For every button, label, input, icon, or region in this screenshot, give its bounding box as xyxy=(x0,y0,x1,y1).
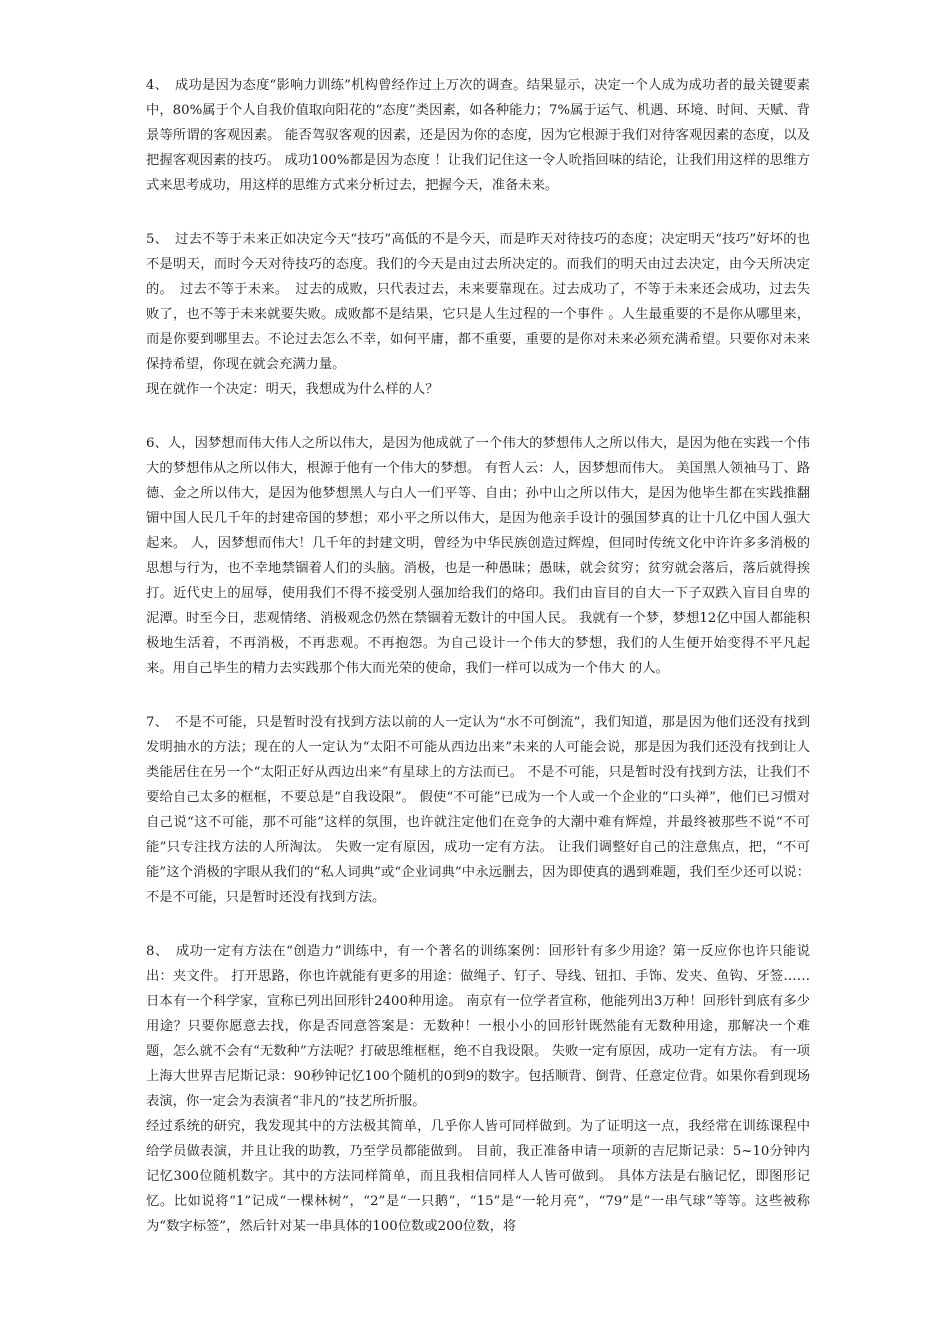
paragraph-text: 6、人，因梦想而伟大伟人之所以伟大，是因为他成就了一个伟大的梦想伟人之所以伟大，是因为他在实践一个伟大的梦想伟从之所以伟大，根源于他有一个伟大的梦想。 有哲人云：人，因梦想而伟大。 美国黑人领袖马丁、路德、金之所以伟大，是因为他梦想黑人与白人一们平等、自由；孙中山之所以伟大，是因为他毕生都在实践推翻镅中国人民几千年的封建帝国的梦想；邓小平之所以伟大，是因为他亲手设计的强国梦真的让十几亿中国人强大起来。 人，因梦想而伟大！几千年的封建文明，曾经为中华民族创造过辉煌，但同时传统文化中许许多多消极的思想与行为，也不幸地禁锢着人们的头脑。消极，也是一种愚昧；愚昧，就会贫穷；贫穷就会落后，落后就得挨打。近代史上的屈辱，使用我们不得不接受别人强加给我们的烙印。我们由盲目的自大一下子双跌入盲目自卑的泥潭。时至今日，悲观情绪、消极观念仍然在禁锢着无数计的中国人民。 我就有一个梦，梦想12亿中国人都能积极地生活着，不再消极，不再悲观。不再抱怨。为自己设计一个伟大的梦想，我们的人生便开始变得不平凡起来。用自己毕生的精力去实践那个伟大而光荣的使命，我们一样可以成为一个伟大 的人。 xyxy=(146,436,810,676)
section-6 xyxy=(146,431,810,681)
paragraph-text: 经过系统的研究，我发现其中的方法极其简单，几乎你人皆可同样做到。为了证明这一点，我经常在训练课程中给学员做表演，并且让我的助教，乃至学员都能做到。 目前，我正准备申请一项新的吉尼斯记录：5~10分钟内记忆300位随机数字。其中的方法同样简单，而且我相信同样人人皆可做到。 具体方法是右脑记忆，即图形记忆。比如说将“1”记成“一棵林树”，“2”是“一只鹅”，“15”是“一轮月亮”，“79”是“一串气球”等等。这些被称为“数字标签”，然后针对某一串具体的100位数或200位数，将 xyxy=(146,1119,810,1234)
paragraph-text: 现在就作一个决定：明天，我想成为什么样的人？ xyxy=(146,382,439,397)
section-4 xyxy=(146,73,810,198)
paragraph-text: 5、 过去不等于未来正如决定今天“技巧”高低的不是今天，而是昨天对待技巧的态度；决定明天“技巧”好坏的也不是明天，而时今天对待技巧的态度。我们的今天是由过去所决定的。而我们的明天由过去决定，由今天所决定的。 过去不等于未来。 过去的成败，只代表过去，未来要靠现在。过去成功了，不等于未来还会成功，过去失败了，也不等于未来就要失败。成败都不是结果，它只是人生过程的一个事件 。人生最重要的不是你从哪里来，而是你要到哪里去。不论过去怎么不幸，如何平庸，都不重要，重要的是你对未来必须充满希望。只要你对未来保持希望，你现在就会充满力量。 xyxy=(146,232,810,372)
section-5 xyxy=(146,227,810,402)
paragraph-text: 8、 成功一定有方法在“创造力”训练中，有一个著名的训练案例：回形针有多少用途？第一反应你也许只能说出：夹文件。 打开思路，你也许就能有更多的用途：做绳子、钉子、导线、钮扣、手饰、发夹、鱼钩、牙签……日本有一个科学家，宣称已列出回形针2400种用途。 南京有一位学者宣称，他能列出3万种！回形针到底有多少用途？只要你愿意去找，你是否同意答案是：无数种！一根小小的回形针既然能有无数种用途，那解决一个难题，怎么就不会有“无数种”方法呢？打破思维框框，绝不自我设限。 失败一定有原因，成功一定有方法。 有一项上海大世界吉尼斯记录：90秒钟记忆100个随机的0到9的数字。包括顺背、倒背、任意定位背。如果你看到现场表演，你一定会为表演者“非凡的”技艺所折服。 xyxy=(146,944,810,1109)
section-7 xyxy=(146,710,810,910)
document-page xyxy=(146,73,810,1268)
section-8 xyxy=(146,939,810,1239)
paragraph-text: 7、 不是不可能，只是暂时没有找到方法以前的人一定认为“水不可倒流”，我们知道，那是因为他们还没有找到发明抽水的方法；现在的人一定认为“太阳不可能从西边出来”未来的人可能会说，那是因为我们还没有找到让人类能居住在另一个“太阳正好从西边出来”有星球上的方法而已。 不是不可能，只是暂时没有找到方法，让我们不要给自己太多的框框，不要总是“自我设限”。 假使“不可能”已成为一个人或一个企业的“口头禅”，他们已习惯对自己说“这不可能，那不可能”这样的氛围，也许就注定他们在竞争的大潮中难有辉煌，并最终被那些不说“不可能”只专注找方法的人所淘汰。 失败一定有原因，成功一定有方法。 让我们调整好自己的注意焦点，把，“不可能”这个消极的字眼从我们的“私人词典”或“企业词典”中永远删去，因为即使真的遇到难题，我们至少还可以说：不是不可能，只是暂时还没有找到方法。 xyxy=(146,715,810,905)
paragraph-text: 4、 成功是因为态度“影响力训练”机构曾经作过上万次的调查。结果显示，决定一个人成为成功者的最关键要素中，80%属于个人自我价值取向阳花的“态度”类因素，如各种能力；7%属于运气、机遇、环境、时间、天赋、背景等所谓的客观因素。 能否驾驭客观的因素，还是因为你的态度，因为它根源于我们对待客观因素的态度，以及把握客观因素的技巧。 成功100%都是因为态度 ！让我们记住这一令人吮指回味的结论，让我们用这样的思维方式来思考成功，用这样的思维方式来分析过去，把握今天，准备未来。 xyxy=(146,78,810,193)
